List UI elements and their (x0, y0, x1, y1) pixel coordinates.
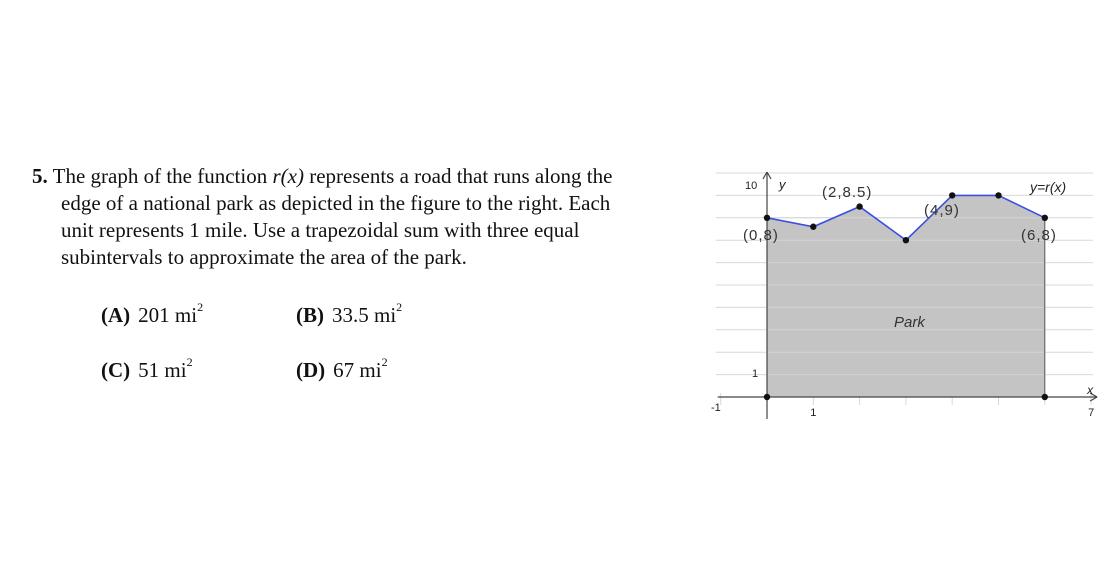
data-point (1042, 215, 1048, 221)
choice-a-letter: (A) (101, 303, 131, 327)
curve-label: y=r(x) (1030, 179, 1067, 195)
choice-c-text: 51 mi (138, 358, 187, 382)
point-label-6-8: (6,8) (1021, 227, 1057, 244)
choice-d-text: 67 mi (333, 358, 382, 382)
data-point (995, 192, 1001, 198)
function-label: r(x) (272, 164, 304, 188)
question-text-suffix: represents a road that runs along the (309, 164, 613, 188)
choice-c-exponent: 2 (186, 355, 193, 369)
choice-d-exponent: 2 (381, 355, 388, 369)
choice-b-text: 33.5 mi (332, 303, 397, 327)
choice-c-letter: (C) (101, 358, 131, 382)
data-point (856, 203, 862, 209)
choice-d-letter: (D) (296, 358, 326, 382)
choice-b-exponent: 2 (396, 300, 403, 314)
choice-a-text: 201 mi (138, 303, 198, 327)
point-label-0-8: (0,8) (743, 227, 779, 244)
x-axis-label: x (1087, 383, 1094, 397)
point-label-2-8-5: (2,8.5) (822, 184, 873, 201)
question-line-2: edge of a national park as depicted in the figure to the right. Each (61, 191, 611, 215)
y-tick-label-10: 10 (745, 180, 758, 192)
question-line-4: subintervals to approximate the area of the park. (61, 245, 467, 269)
x-tick-label-1: 1 (810, 407, 817, 419)
data-point (810, 224, 816, 230)
choice-b-letter: (B) (296, 303, 324, 327)
park-label: Park (894, 314, 925, 331)
x-tick-label-7: 7 (1088, 407, 1095, 419)
choice-a-exponent: 2 (197, 300, 204, 314)
data-point-end (1042, 394, 1048, 400)
question-text-prefix: The graph of the function (52, 164, 268, 188)
question-line-3: unit represents 1 mile. Use a trapezoidal sum with three equal (61, 218, 580, 242)
y-axis-label: y (779, 177, 786, 192)
data-point (764, 215, 770, 221)
data-point (949, 192, 955, 198)
question-number: 5. (32, 164, 48, 188)
data-point (903, 237, 909, 243)
data-point-origin (764, 394, 770, 400)
y-tick-label-1: 1 (752, 368, 759, 380)
point-label-4-9: (4,9) (924, 202, 960, 219)
x-tick-label-neg1: -1 (711, 402, 721, 414)
